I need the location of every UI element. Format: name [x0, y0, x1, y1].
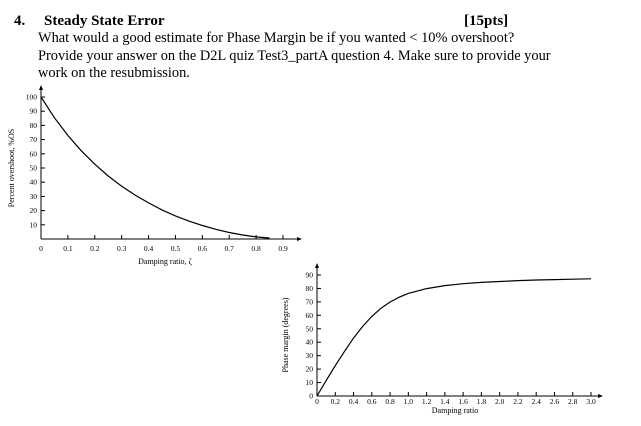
- phase-margin-chart-y-tick-label-0: 0: [309, 391, 313, 401]
- overshoot-chart-x-tick-label-5: 0.5: [170, 244, 181, 253]
- phase-margin-chart-x-tick-label-11: 2.2: [513, 397, 523, 406]
- phase-margin-chart-x-tick-label-15: 3.0: [586, 397, 596, 406]
- overshoot-chart-x-tick-label-6: 0.6: [197, 244, 208, 253]
- phase-margin-chart-y-tick-label-6: 60: [305, 310, 313, 320]
- question-number: 4.: [14, 13, 26, 29]
- overshoot-chart-y-tick-label-4: 50: [29, 163, 37, 173]
- phase-margin-chart-x-tick-label-13: 2.6: [549, 397, 560, 406]
- question-line-1: What would a good estimate for Phase Margin be if you wanted < 10% overshoot?: [38, 30, 515, 46]
- phase-margin-chart-y-tick-label-4: 40: [305, 337, 313, 347]
- phase-margin-chart-x-tick-label-1: 0.2: [330, 397, 340, 406]
- overshoot-chart-x-tick-label-9: 0.9: [278, 244, 288, 253]
- phase-margin-chart-y-tick-label-9: 90: [305, 270, 313, 280]
- phase-margin-chart-x-tick-label-12: 2.4: [531, 397, 541, 406]
- overshoot-chart-x-tick-label-7: 0.7: [224, 244, 234, 253]
- phase-margin-chart-x-tick-label-3: 0.6: [367, 397, 377, 406]
- phase-margin-chart-x-tick-label-14: 2.8: [568, 397, 578, 406]
- overshoot-chart-y-tick-label-3: 40: [29, 177, 37, 187]
- overshoot-chart-x-tick-label-1: 0.1: [63, 244, 73, 253]
- phase-margin-chart-x-tick-label-10: 2.0: [494, 397, 505, 406]
- phase-margin-chart-y-tick-label-8: 80: [305, 283, 313, 293]
- phase-margin-chart-x-tick-label-6: 1.2: [421, 397, 432, 406]
- phase-margin-chart-y-tick-label-5: 50: [305, 324, 313, 334]
- phase-margin-chart-y-arrow: [315, 263, 319, 268]
- phase-margin-chart-x-arrow: [598, 394, 603, 398]
- overshoot-chart-x-tick-label-3: 0.3: [116, 244, 127, 253]
- phase-margin-chart-x-tick-label-5: 1.0: [403, 397, 414, 406]
- overshoot-chart-y-tick-label-1: 20: [29, 206, 37, 216]
- overshoot-chart-y-tick-label-6: 70: [29, 135, 37, 145]
- phase-margin-chart-x-tick-label-0: 0: [315, 397, 319, 406]
- phase-margin-chart-x-tick-label-7: 1.4: [440, 397, 450, 406]
- phase-margin-chart-y-tick-label-1: 10: [305, 378, 313, 388]
- phase-margin-chart-series-line-0: [317, 279, 591, 396]
- phase-margin-chart-y-axis-label: Phase margin (degrees): [281, 297, 290, 373]
- phase-margin-chart-x-tick-label-9: 1.8: [476, 397, 487, 406]
- overshoot-chart-x-tick-label-2: 0.2: [90, 244, 100, 253]
- overshoot-chart-y-tick-label-9: 100: [25, 92, 37, 102]
- question-title: Steady State Error: [44, 13, 165, 29]
- phase-margin-chart-y-tick-label-7: 70: [305, 297, 313, 307]
- phase-margin-chart-x-tick-label-4: 0.8: [385, 397, 395, 406]
- phase-margin-chart-x-axis-label: Damping ratio: [431, 406, 479, 415]
- phase-margin-chart-x-tick-label-8: 1.6: [458, 397, 468, 406]
- overshoot-chart-y-tick-label-8: 90: [29, 106, 37, 116]
- question-points: [15pts]: [464, 13, 509, 29]
- phase-margin-chart-y-tick-label-2: 20: [305, 364, 313, 374]
- question-line-2: Provide your answer on the D2L quiz Test3_partA question 4. Make sure to provide your: [38, 48, 551, 64]
- overshoot-chart-y-tick-label-5: 60: [29, 149, 37, 159]
- overshoot-chart-y-tick-label-2: 30: [29, 191, 37, 201]
- overshoot-chart-x-tick-label-4: 0.4: [143, 244, 154, 253]
- phase-margin-chart-x-tick-label-2: 0.4: [348, 397, 359, 406]
- overshoot-chart-x-tick-label-8: 0.8: [251, 244, 261, 253]
- phase-margin-chart-y-tick-label-3: 30: [305, 351, 313, 361]
- overshoot-chart-y-tick-label-0: 10: [29, 220, 37, 230]
- overshoot-chart-y-tick-label-7: 80: [29, 120, 37, 130]
- overshoot-chart-y-axis-label: Percent overshoot, %OS: [7, 128, 16, 208]
- question-line-3: work on the resubmission.: [38, 65, 190, 81]
- overshoot-chart-x-tick-label-0: 0: [39, 244, 43, 253]
- overshoot-chart-x-axis-label: Damping ratio, ζ: [138, 257, 192, 266]
